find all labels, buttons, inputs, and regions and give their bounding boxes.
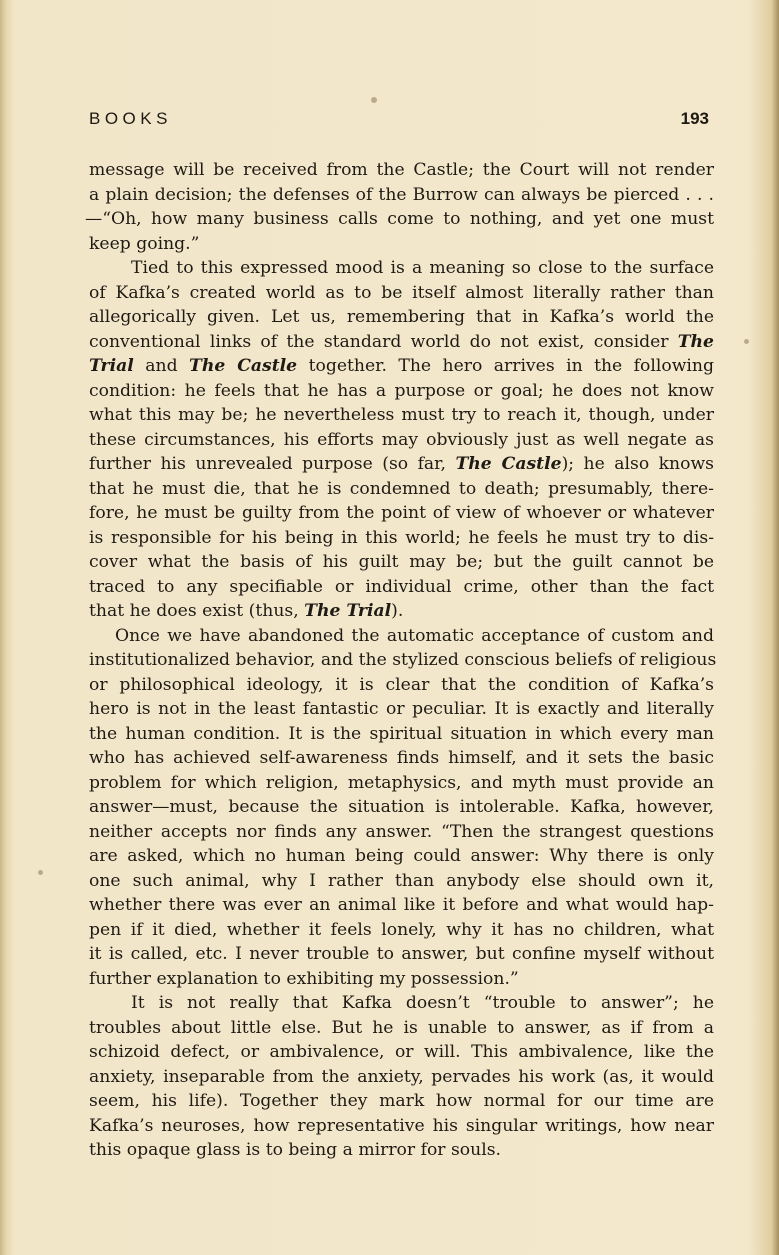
text-line [89,354,714,379]
text-line: pen if it died, whether it feels lonely, why it has no children, what [89,919,714,940]
text-line: anxiety, inseparable from the anxiety, pervades his work (as, it would [89,1066,714,1087]
text-line: institutionalized behavior, and the stylized conscious beliefs of religious [89,650,717,670]
text-line: keep going.” [89,233,200,254]
text-line: It is not really that Kafka doesn’t “trouble to answer”; he [131,993,714,1013]
body-text [85,158,717,1163]
text-line: hero is not in the least fantastic or peculiar. It is exactly and literally [89,699,714,719]
text-line: Tied to this expressed mood is a meaning so close to the surface [131,258,714,278]
text-line: troubles about little else. But he is unable to answer, as if from a [89,1017,714,1038]
book-title: The Trial [304,601,392,621]
text-line: condition: he feels that he has a purpose or goal; he does not know [89,380,714,401]
text-run: that he does exist (thus, [89,601,299,621]
text-line: answer—must, because the situation is intolerable. Kafka, however, [89,797,714,817]
book-title: Trial [89,356,134,376]
paper-speck [38,870,43,875]
text-line [89,452,714,477]
text-line: cover what the basis of his guilt may be; but the guilt cannot be [89,552,714,572]
text-line: seem, his life). Together they mark how normal for our time are [89,1091,714,1111]
text-line [89,330,714,355]
text-run: further his unrevealed purpose (so far, [89,454,446,474]
text-line: fore, he must be guilty from the point of view of whoever or whatever [89,503,714,523]
text-line [89,599,714,624]
book-title: The Castle [189,356,298,376]
text-line: or philosophical ideology, it is clear that the condition of Kafka’s [89,674,714,695]
text-run: and [145,356,178,376]
text-line: the human condition. It is the spiritual situation in which every man [89,723,714,744]
paper-speck [371,97,377,103]
text-line: Kafka’s neuroses, how representative his singular writings, how near [89,1115,714,1136]
text-line: traced to any specifiable or individual crime, other than the fact [89,576,714,597]
page-header [89,109,709,133]
text-line: of Kafka’s created world as to be itself almost literally rather than [89,282,714,303]
text-line: who has achieved self-awareness finds himself, and it sets the basic [89,748,714,768]
book-title: The Castle [455,454,562,474]
book-title: The [677,331,714,352]
text-line: one such animal, why I rather than anybody else should own it, [89,870,714,891]
paper-speck [744,339,749,344]
text-line: are asked, which no human being could answer: Why there is only [89,846,714,866]
text-line: schizoid defect, or ambivalence, or will. This ambivalence, like the [89,1042,714,1062]
text-line: is responsible for his being in this world; he feels he must try to dis- [89,527,714,548]
text-line: what this may be; he nevertheless must try to reach it, though, under [89,405,714,425]
text-line: a plain decision; the defenses of the Burrow can always be pierced . . . [89,184,714,205]
text-line: these circumstances, his efforts may obviously just as well negate as [89,429,714,450]
text-run: ); he also knows [561,454,715,474]
page-number: 193 [680,109,709,128]
text-run: conventional links of the standard world do not exist, consider [89,331,669,352]
text-line: allegorically given. Let us, remembering that in Kafka’s world the [89,307,714,327]
text-line: message will be received from the Castle; the Court will not render [89,160,714,180]
text-line: it is called, etc. I never trouble to answer, but confine myself without [89,944,714,964]
text-line: whether there was ever an animal like it before and what would hap- [89,895,714,915]
text-run: ). [391,601,404,621]
text-line: —“Oh, how many business calls come to nothing, and yet one must [85,209,714,229]
running-head: BOOKS [89,109,172,128]
text-line: problem for which religion, metaphysics, and myth must provide an [89,772,714,793]
text-line: neither accepts nor finds any answer. “Then the strangest questions [89,821,714,842]
text-line: that he must die, that he is condemned to death; presumably, there- [89,478,714,499]
text-line: Once we have abandoned the automatic acceptance of custom and [115,625,714,646]
text-line: this opaque glass is to being a mirror for souls. [89,1140,501,1160]
text-run: together. The hero arrives in the following [308,356,715,376]
text-line: further explanation to exhibiting my possession.” [89,968,519,989]
